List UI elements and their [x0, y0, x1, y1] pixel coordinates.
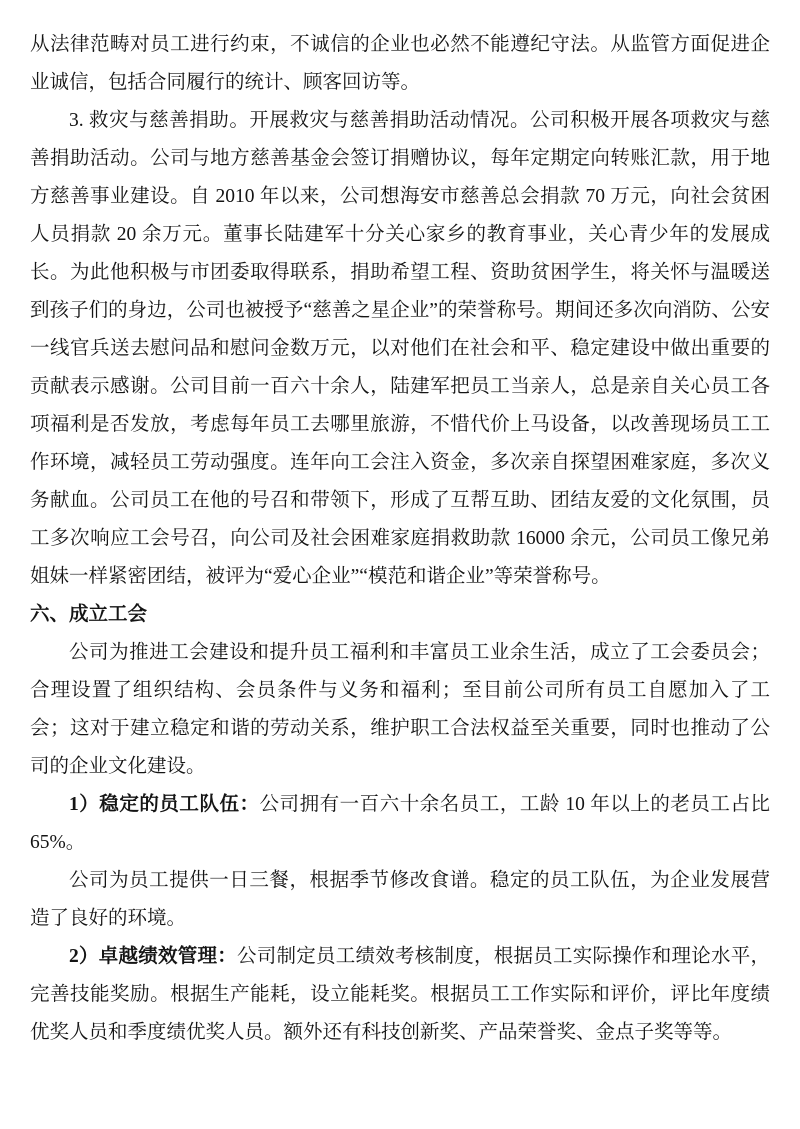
- paragraph-label-stable-workforce: 1）稳定的员工队伍：: [69, 794, 260, 815]
- paragraph-performance-management: [30, 938, 770, 1052]
- paragraph-label-performance-management: 2）卓越绩效管理：: [69, 946, 237, 967]
- paragraph-meals-environment: 公司为员工提供一日三餐，根据季节修改食谱。稳定的员工队伍，为企业发展营造了良好的环境。: [30, 870, 770, 929]
- paragraph-legal-compliance-continuation: 从法律范畴对员工进行约束，不诚信的企业也必然不能遵纪守法。从监管方面促进企业诚信，包括合同履行的统计、顾客回访等。: [30, 34, 770, 93]
- paragraph-disaster-relief-charity: 3. 救灾与慈善捐助。开展救灾与慈善捐助活动情况。公司积极开展各项救灾与慈善捐助活动。公司与地方慈善基金会签订捐赠协议，每年定期定向转账汇款，用于地方慈善事业建设。自 2010 年以来，公司想海安市慈善总会捐款 70 万元，向社会贫困人员捐款 20 余万元。董事长陆建军十分关心家乡的教育事业，关心青少年的发展成长。为此他积极与市团委取得联系，捐助希望工程、资助贫困学生，将关怀与温暖送到孩子们的身边，公司也被授予“慈善之星企业”的荣誉称号。期间还多次向消防、公安一线官兵送去慰问品和慰问金数万元，以对他们在社会和平、稳定建设中做出重要的贡献表示感谢。公司目前一百六十余人，陆建军把员工当亲人，总是亲自关心员工各项福利是否发放，考虑每年员工去哪里旅游，不惜代价上马设备，以改善现场员工工作环境，减轻员工劳动强度。连年向工会注入资金，多次亲自探望困难家庭，多次义务献血。公司员工在他的号召和带领下，形成了互帮互助、团结友爱的文化氛围，员工多次响应工会号召，向公司及社会困难家庭捐救助款 16000 余元，公司员工像兄弟姐妹一样紧密团结，被评为“爱心企业”“模范和谐企业”等荣誉称号。: [30, 110, 770, 587]
- paragraph-stable-workforce: [30, 786, 770, 862]
- section-heading-establish-union: 六、成立工会: [30, 604, 148, 625]
- paragraph-union-committee: 公司为推进工会建设和提升员工福利和丰富员工业余生活，成立了工会委员会；合理设置了组织结构、会员条件与义务和福利；至目前公司所有员工自愿加入了工会；这对于建立稳定和谐的劳动关系，维护职工合法权益至关重要，同时也推动了公司的企业文化建设。: [30, 642, 770, 777]
- paragraph-text-performance-management: 公司制定员工绩效考核制度，根据员工实际操作和理论水平，完善技能奖励。根据生产能耗，设立能耗奖。根据员工工作实际和评价，评比年度绩优奖人员和季度绩优奖人员。额外还有科技创新奖、产品荣誉奖、金点子奖等等。: [30, 946, 770, 1043]
- paragraph-text-stable-workforce: 公司拥有一百六十余名员工，工龄 10 年以上的老员工占比 65%。: [30, 794, 770, 853]
